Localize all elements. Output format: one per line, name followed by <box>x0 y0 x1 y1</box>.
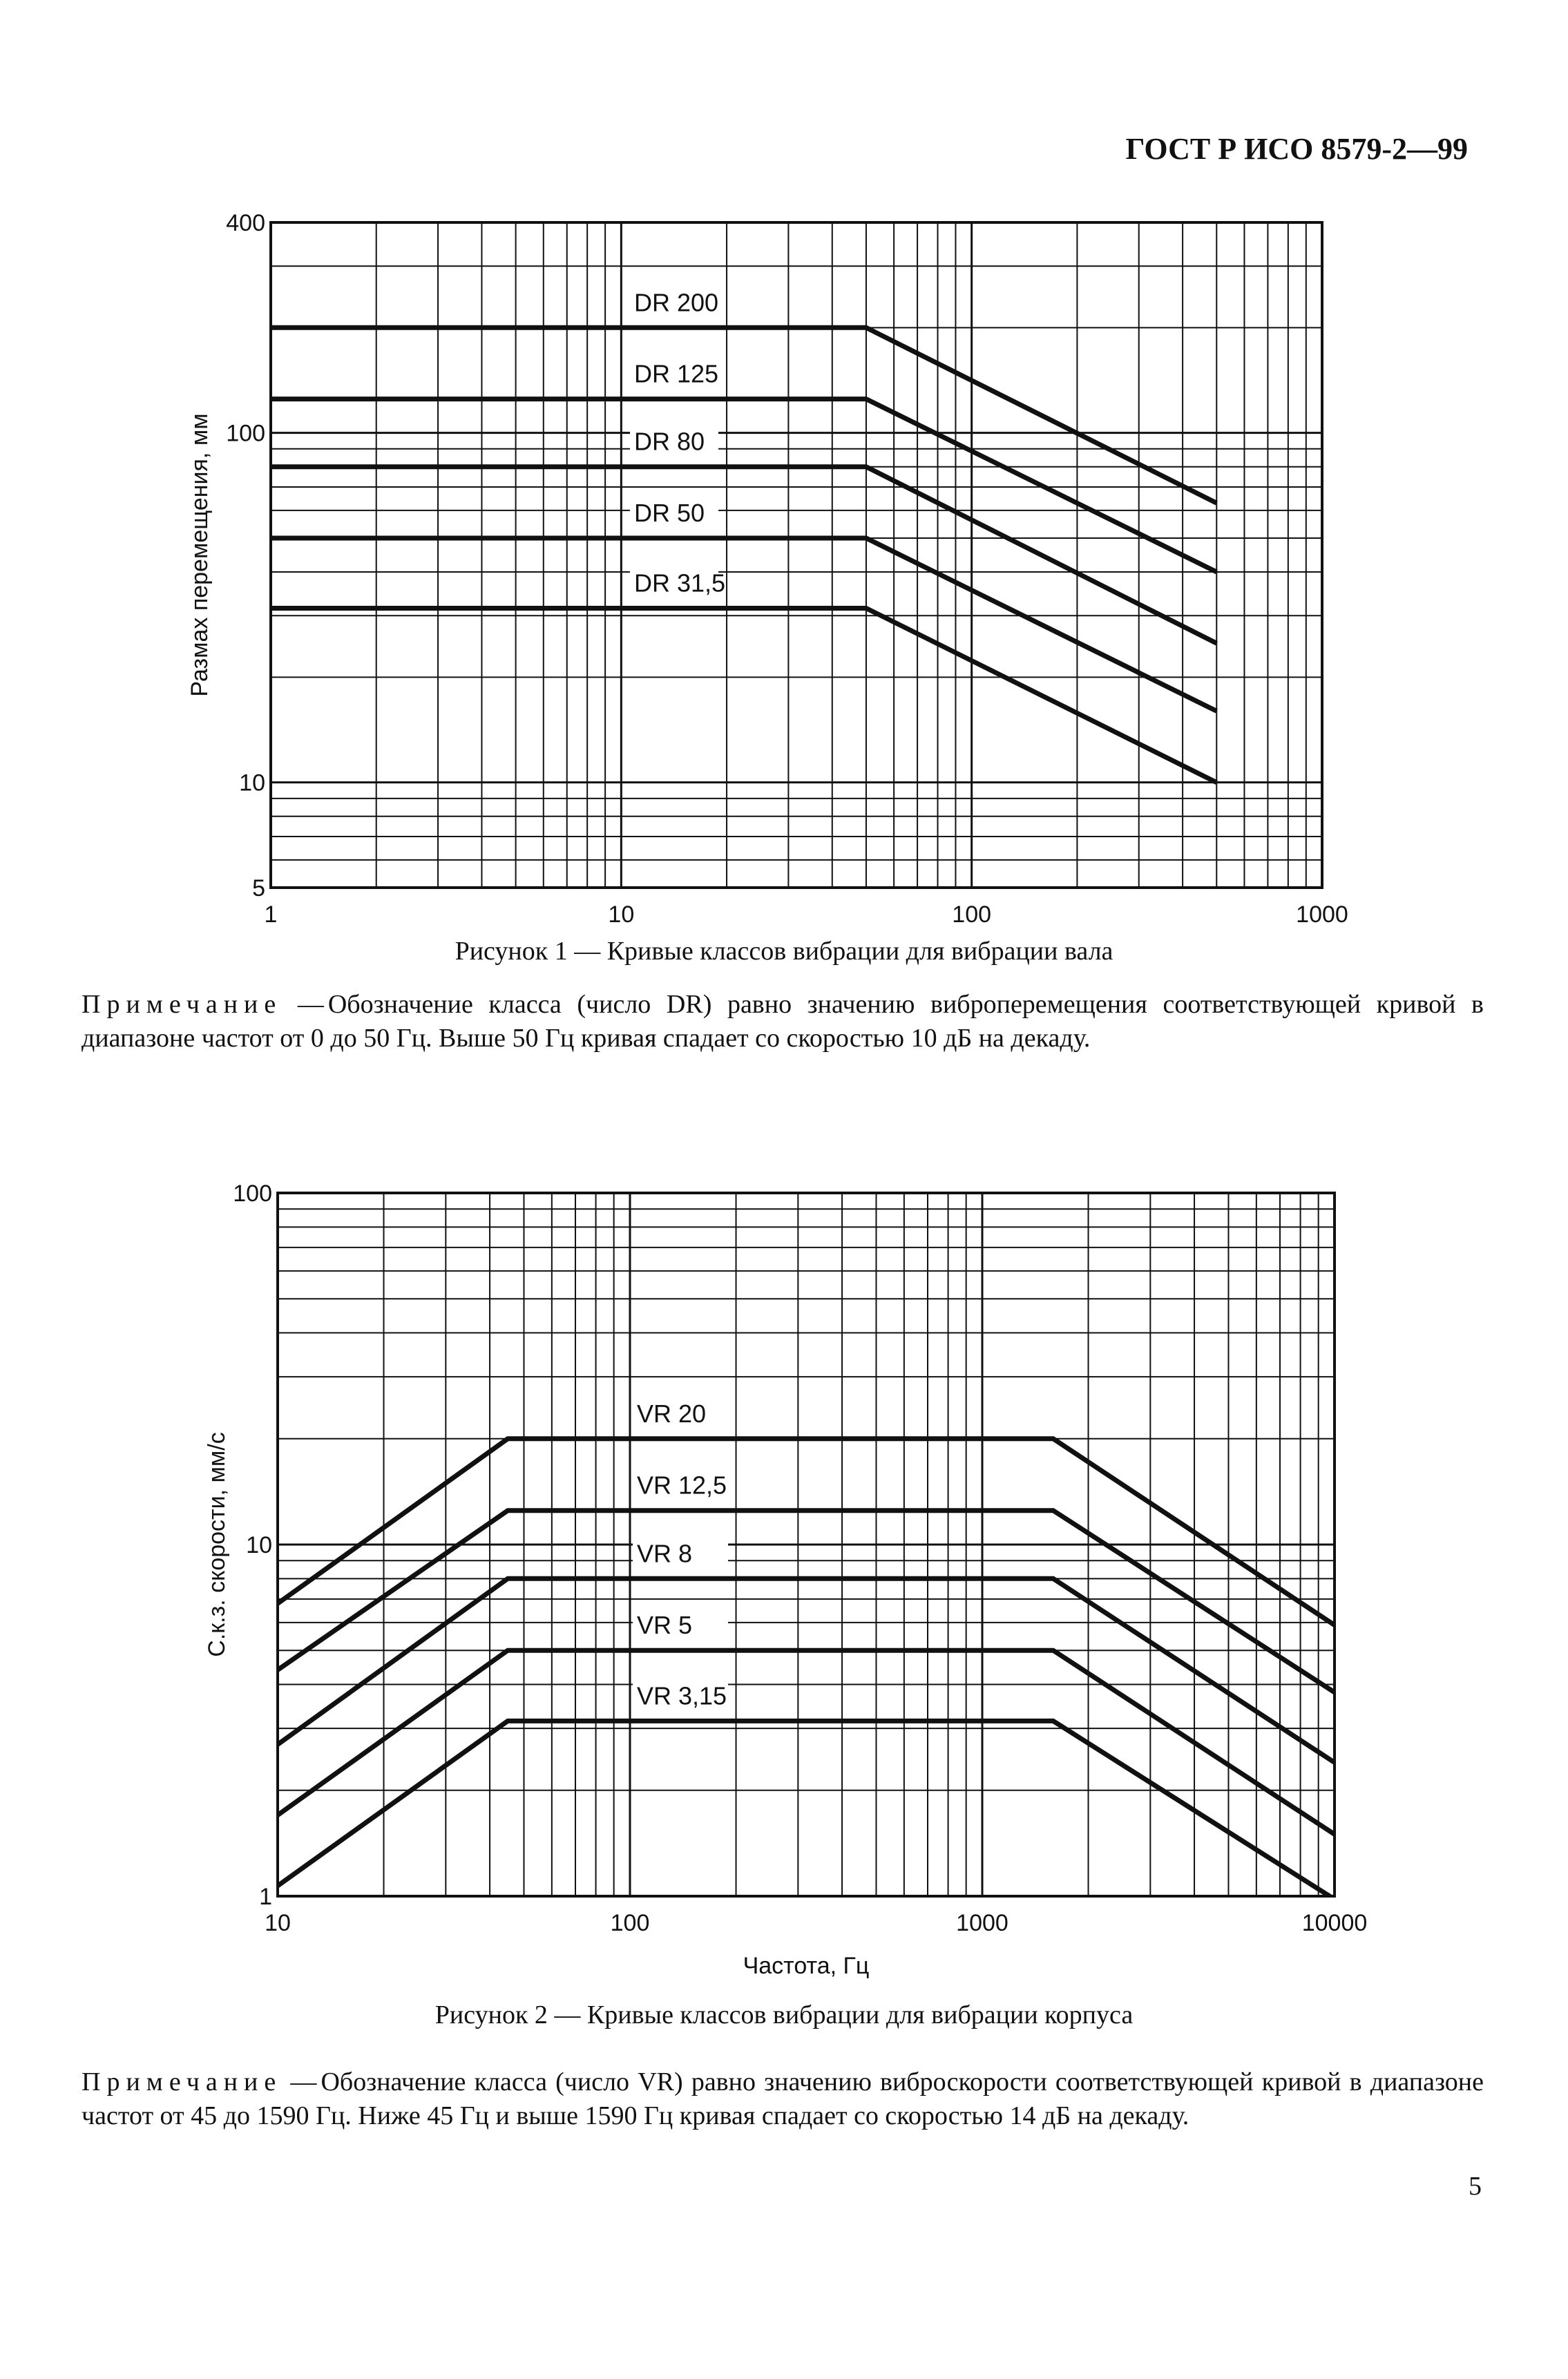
y-tick-label: 400 <box>226 210 265 236</box>
series-line <box>271 538 1216 711</box>
plot-frame <box>271 222 1322 888</box>
series-label: DR 50 <box>634 498 705 527</box>
y-tick-label: 10 <box>246 1532 272 1558</box>
series-label: VR 5 <box>637 1611 693 1640</box>
series-label: DR 200 <box>634 288 719 317</box>
series-label: VR 12,5 <box>637 1471 727 1500</box>
figure1-caption: Рисунок 1 — Кривые классов вибрации для вибрации вала <box>455 937 1113 966</box>
y-tick-label: 100 <box>226 420 265 447</box>
series-line <box>278 1439 1335 1625</box>
y-tick-label: 10 <box>239 770 265 796</box>
y-axis-title: Размах перемещения, мм <box>187 413 213 697</box>
y-axis-title: С.к.з. скорости, мм/с <box>204 1432 230 1657</box>
series-label: DR 31,5 <box>634 569 726 598</box>
series-label: VR 3,15 <box>637 1681 727 1710</box>
figure2-note-label: Примечание <box>82 2067 283 2096</box>
series-group <box>271 327 1216 782</box>
y-tick-label: 1 <box>259 1884 272 1910</box>
grid <box>271 222 1322 888</box>
series-line <box>271 399 1216 572</box>
y-tick-label: 5 <box>252 875 265 901</box>
series-label: DR 80 <box>634 427 705 456</box>
figure1-note-label: Примечание <box>82 990 283 1019</box>
series-line <box>278 1721 1335 1899</box>
figure2-note: Примечание — Обозначение класса (число VR) равно значению виброскорости соответствующей кривой в диапазоне частот от 45 до 1590 Гц. Ниже 45 Гц и выше 1590 Гц кривая спадает со скоростью 14 дБ на декаду. <box>82 2067 1484 2130</box>
grid <box>278 1193 1335 1896</box>
housing-vibration-chart <box>0 1174 1568 1979</box>
series-group <box>278 1439 1335 1900</box>
figure1-note-text: Обозначение класса (число DR) равно значению виброперемещения соответствующей кривой в диапазоне частот от 0 до 50 Гц. Выше 50 Гц кривая спадает со скоростью 10 дБ на декаду. <box>82 990 1484 1053</box>
shaft-vibration-chart <box>0 0 1568 939</box>
series-label: DR 125 <box>634 359 719 388</box>
series-line <box>271 609 1216 783</box>
x-tick-label: 10 <box>265 1910 291 1936</box>
document-header: ГОСТ Р ИСО 8579-2—99 <box>1125 132 1468 166</box>
series-line <box>278 1511 1335 1692</box>
page-number: 5 <box>1469 2172 1482 2201</box>
x-tick-label: 1000 <box>956 1910 1008 1936</box>
figure1-note: Примечание — Обозначение класса (число DR) равно значению виброперемещения соответствующей кривой в диапазоне частот от 0 до 50 Гц. Выше 50 Гц кривая спадает со скоростью 10 дБ на декаду. <box>82 990 1484 1053</box>
series-line <box>271 467 1216 644</box>
x-tick-label: 1 <box>264 901 278 928</box>
x-axis-title: Частота, Гц <box>743 1953 870 1979</box>
series-line <box>278 1578 1335 1762</box>
series-label: VR 8 <box>637 1539 693 1568</box>
series-line <box>271 327 1216 503</box>
series-line <box>278 1650 1335 1834</box>
x-tick-label: 10000 <box>1301 1910 1368 1936</box>
series-label: VR 20 <box>637 1399 707 1428</box>
x-tick-label: 100 <box>610 1910 650 1936</box>
y-tick-label: 100 <box>233 1181 272 1207</box>
figure2-caption: Рисунок 2 — Кривые классов вибрации для вибрации корпуса <box>434 2000 1134 2029</box>
x-tick-label: 10 <box>608 901 635 928</box>
x-tick-label: 100 <box>952 901 992 928</box>
x-tick-label: 1000 <box>1296 901 1348 928</box>
figure2-note-text: Обозначение класса (число VR) равно значению виброскорости соответствующей кривой в диапазоне частот от 45 до 1590 Гц. Ниже 45 Гц и выше 1590 Гц кривая спадает со скоростью 14 дБ на декаду. <box>82 2067 1484 2130</box>
